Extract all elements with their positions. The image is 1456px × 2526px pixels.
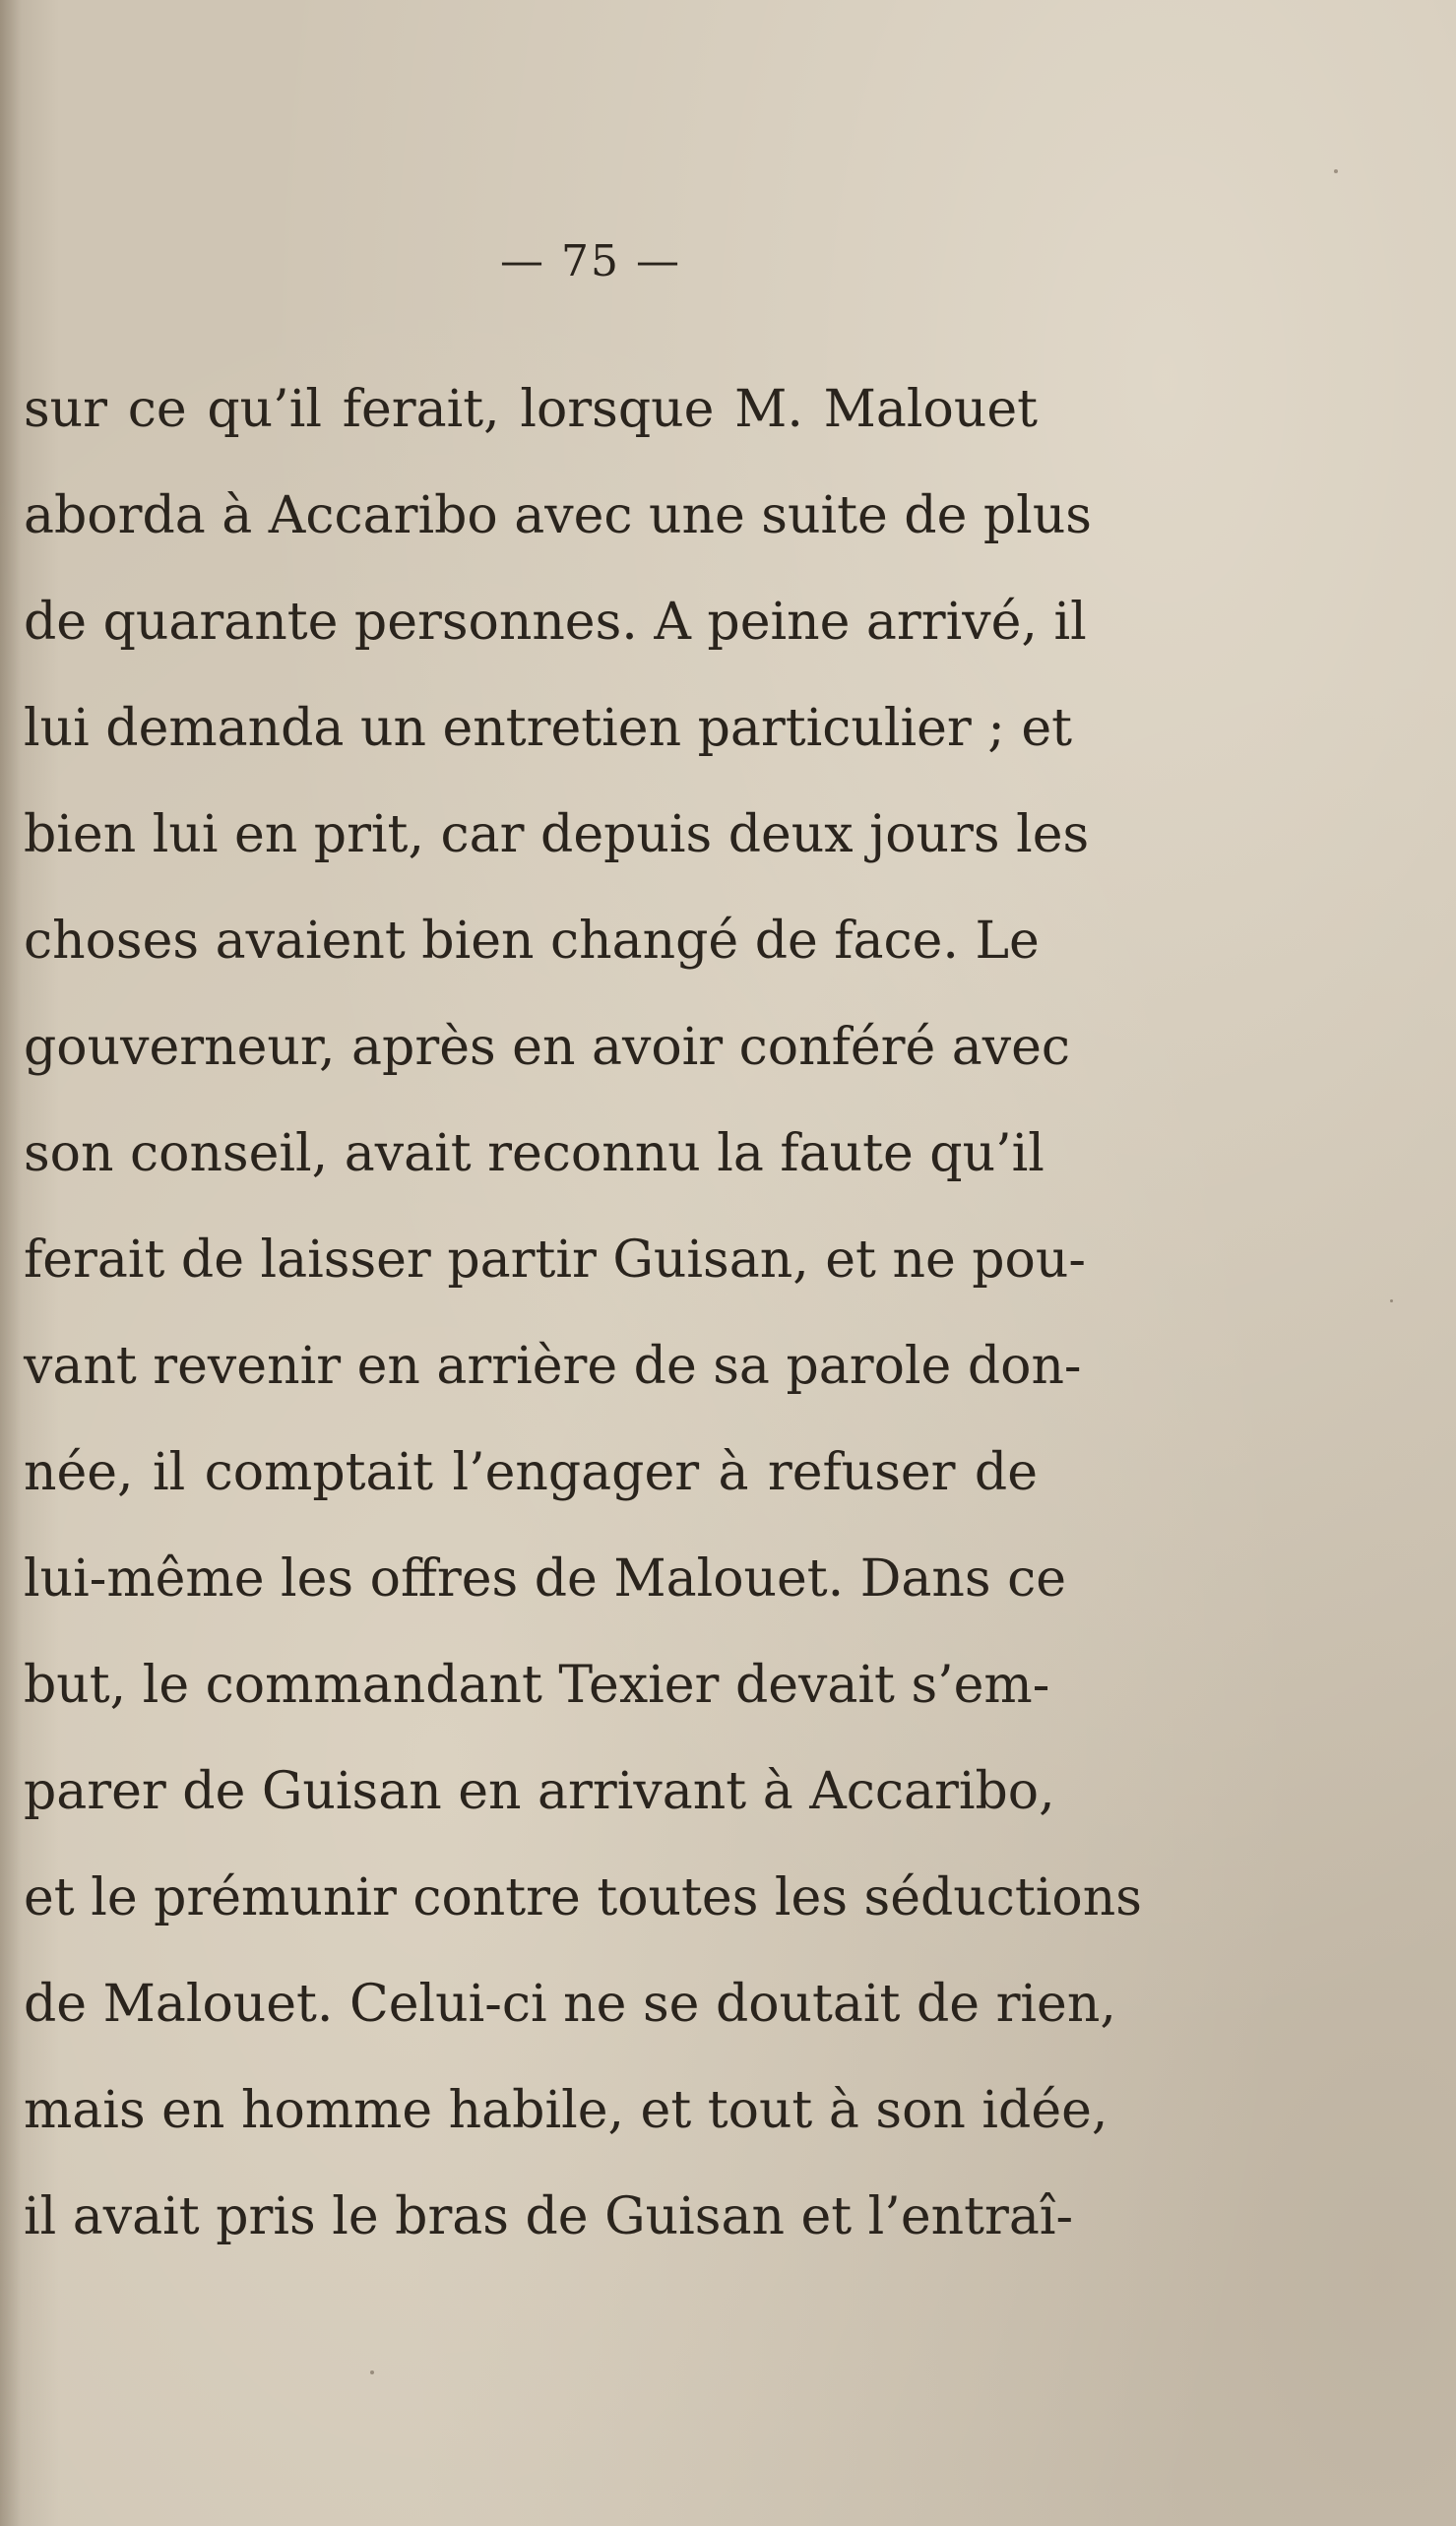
text-line: lui-même les offres de Malouet. Dans ce <box>24 1549 1067 1609</box>
text-line: née, il comptait l’engager à refuser de <box>24 1443 1038 1502</box>
text-line: il avait pris le bras de Guisan et l’entraî- <box>24 2187 1074 2246</box>
text-line: but, le commandant Texier devait s’em- <box>24 1656 1050 1715</box>
text-line: lui demanda un entretien particulier ; et <box>24 699 1073 758</box>
page-number: — 75 — <box>500 236 681 286</box>
text-line: de quarante personnes. A peine arrivé, il <box>24 593 1087 652</box>
text-line: bien lui en prit, car depuis deux jours les <box>24 805 1090 864</box>
paper-speck <box>370 2370 374 2374</box>
text-line: gouverneur, après en avoir conféré avec <box>24 1018 1071 1077</box>
paper-speck <box>1334 169 1338 173</box>
paper-speck <box>1390 1299 1393 1302</box>
text-line: ferait de laisser partir Guisan, et ne pou- <box>24 1231 1086 1290</box>
text-line: parer de Guisan en arrivant à Accaribo, <box>24 1762 1055 1821</box>
text-line: choses avaient bien changé de face. Le <box>24 912 1040 971</box>
body-text <box>24 356 1142 2270</box>
text-line: son conseil, avait reconnu la faute qu’il <box>24 1124 1045 1183</box>
text-line: sur ce qu’il ferait, lorsque M. Malouet <box>24 380 1038 439</box>
text-line: et le prémunir contre toutes les séductions <box>24 1868 1142 1927</box>
text-line: mais en homme habile, et tout à son idée, <box>24 2081 1108 2140</box>
text-line: aborda à Accaribo avec une suite de plus <box>24 486 1092 545</box>
text-line: vant revenir en arrière de sa parole don- <box>24 1337 1082 1396</box>
text-line: de Malouet. Celui-ci ne se doutait de rien, <box>24 1975 1116 2034</box>
